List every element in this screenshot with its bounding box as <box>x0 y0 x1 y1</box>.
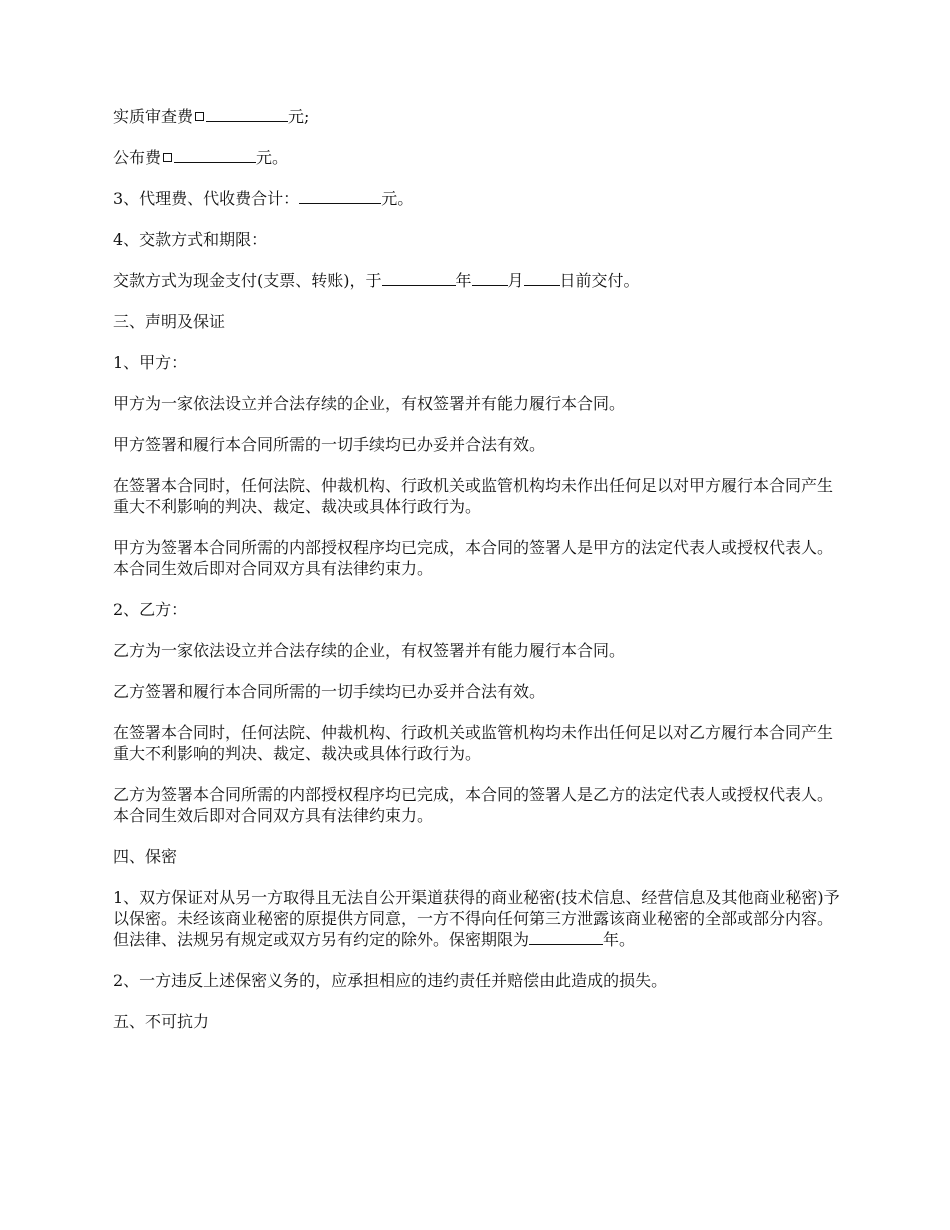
party-b-paragraph: 乙方为一家依法设立并合法存续的企业，有权签署并有能力履行本合同。 <box>113 641 626 660</box>
confidentiality-paragraph <box>113 887 841 950</box>
confidentiality-years-blank <box>529 930 603 945</box>
party-b-paragraph: 乙方签署和履行本合同所需的一切手续均已办妥并合法有效。 <box>113 682 546 701</box>
payment-month-blank <box>472 271 508 286</box>
confidentiality-unit: 年。 <box>603 930 636 949</box>
party-b-paragraph: 乙方为签署本合同所需的内部授权程序均已完成，本合同的签署人是乙方的法定代表人或授权代表人。本合同生效后即对合同双方具有法律约束力。 <box>113 785 834 825</box>
fee-total-line <box>113 188 841 209</box>
fee-publish-unit: 元。 <box>256 148 289 167</box>
payment-day-blank <box>524 271 560 286</box>
party-b-paragraph: 在签署本合同时，任何法院、仲裁机构、行政机关或监管机构均未作出任何足以对乙方履行本合同产生重大不利影响的判决、裁定、裁决或具体行政行为。 <box>113 723 834 763</box>
fee-substantive-unit: 元; <box>288 107 310 126</box>
confidentiality-paragraph-2: 2、一方违反上述保密义务的，应承担相应的违约责任并赔偿由此造成的损失。 <box>113 971 668 990</box>
confidentiality-text: 1、双方保证对从另一方取得且无法自公开渠道获得的商业秘密(技术信息、经营信息及其他商业秘密)予以保密。未经该商业秘密的原提供方同意，一方不得向任何第三方泄露该商业秘密的全部或部分内容。但法律、法规另有规定或双方另有约定的除外。保密期限为 <box>113 888 840 949</box>
fee-publish-label: 公布费 <box>113 148 162 167</box>
fee-total-label: 3、代理费、代收费合计： <box>113 189 300 208</box>
party-b-heading: 2、乙方： <box>113 600 188 619</box>
fee-publish-blank <box>174 148 256 163</box>
section3-title: 三、声明及保证 <box>113 312 226 331</box>
fee-substantive-label: 实质审查费 <box>113 107 194 126</box>
payment-heading: 4、交款方式和期限： <box>113 230 268 249</box>
fee-substantive-blank <box>206 107 288 122</box>
fee-total-unit: 元。 <box>381 189 414 208</box>
party-a-paragraph: 在签署本合同时，任何法院、仲裁机构、行政机关或监管机构均未作出任何足以对甲方履行本合同产生重大不利影响的判决、裁定、裁决或具体行政行为。 <box>113 476 834 516</box>
party-a-paragraph: 甲方为签署本合同所需的内部授权程序均已完成，本合同的签署人是甲方的法定代表人或授权代表人。本合同生效后即对合同双方具有法律约束力。 <box>113 538 834 578</box>
party-a-heading: 1、甲方： <box>113 353 188 372</box>
checkbox-icon <box>163 153 172 162</box>
fee-substantive-line <box>113 106 841 127</box>
payment-year-blank <box>382 271 456 286</box>
payment-year: 年 <box>455 271 472 290</box>
party-a-paragraph: 甲方为一家依法设立并合法存续的企业，有权签署并有能力履行本合同。 <box>113 394 626 413</box>
payment-suffix: 日前交付。 <box>559 271 640 290</box>
payment-line <box>113 270 841 291</box>
fee-publish-line <box>113 147 841 168</box>
document-page <box>113 106 841 1052</box>
checkbox-icon <box>195 112 204 121</box>
payment-prefix: 交款方式为现金支付(支票、转账)，于 <box>113 271 382 290</box>
fee-total-blank <box>299 189 381 204</box>
payment-month: 月 <box>507 271 524 290</box>
section5-title: 五、不可抗力 <box>113 1012 210 1031</box>
party-a-paragraph: 甲方签署和履行本合同所需的一切手续均已办妥并合法有效。 <box>113 435 546 454</box>
section4-title: 四、保密 <box>113 847 178 866</box>
